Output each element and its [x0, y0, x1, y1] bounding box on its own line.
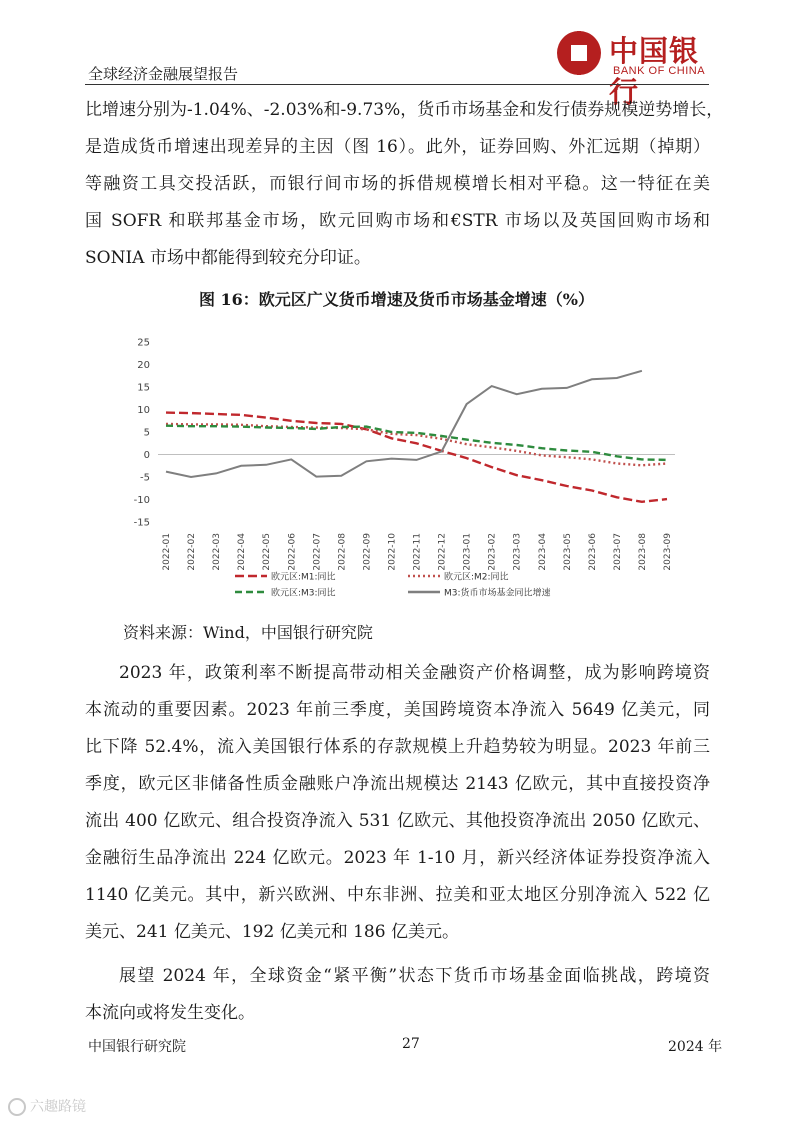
x-tick-label: 2023-07 [612, 533, 623, 571]
x-tick-label: 2022-12 [437, 533, 448, 571]
x-tick-label: 2023-02 [487, 533, 498, 571]
watermark-icon [8, 1098, 26, 1116]
paragraph-line: 本流动的重要因素。2023 年前三季度，美国跨境资本净流入 5649 亿美元，同 [85, 700, 710, 720]
paragraph-1 [85, 92, 724, 277]
x-tick-label: 2022-05 [262, 533, 273, 571]
paragraph-line: 季度，欧元区非储备性质金融账户净流出规模达 2143 亿欧元，其中直接投资净 [85, 774, 710, 794]
y-tick-label: 10 [137, 405, 150, 416]
paragraph-line: 国 SOFR 和联邦基金市场，欧元回购市场和€STR 市场以及英国回购市场和 [85, 211, 710, 231]
x-tick-label: 2022-06 [287, 533, 298, 571]
paragraph-line: 等融资工具交投活跃，而银行间市场的拆借规模增长相对平稳。这一特征在美 [85, 174, 710, 194]
legend-label: 欧元区:M3:同比 [271, 588, 336, 599]
x-tick-label: 2023-05 [562, 533, 573, 571]
watermark-text: 六趣路镜 [30, 1099, 86, 1115]
y-tick-label: 5 [143, 427, 150, 439]
x-tick-label: 2022-08 [337, 533, 348, 571]
y-tick-label: 15 [137, 382, 150, 394]
paragraph-line: 金融衍生品净流出 224 亿欧元。2023 年 1-10 月，新兴经济体证券投资净流入 [85, 848, 710, 868]
paragraph-2 [85, 655, 710, 951]
x-tick-label: 2022-10 [387, 533, 398, 571]
page-number: 27 [402, 1036, 420, 1052]
paragraph-line: 是造成货币增速出现差异的主因（图 16）。此外，证券回购、外汇远期（掉期） [85, 137, 710, 157]
header-divider [85, 84, 709, 85]
x-tick-label: 2023-06 [587, 533, 598, 571]
legend-label: 欧元区:M1:同比 [271, 572, 336, 583]
x-tick-label: 2023-03 [512, 533, 523, 571]
footer-institute: 中国银行研究院 [88, 1039, 186, 1055]
x-tick-label: 2023-08 [637, 533, 648, 571]
x-tick-label: 2022-04 [237, 533, 248, 571]
paragraph-line: 美元、241 亿美元、192 亿美元和 186 亿美元。 [85, 922, 459, 942]
paragraph-3 [85, 958, 710, 1032]
line-chart [130, 330, 690, 610]
footer-year: 2024 年 [668, 1039, 723, 1055]
report-title: 全球经济金融展望报告 [88, 65, 239, 83]
legend-label: M3:货币市场基金同比增速 [444, 588, 551, 599]
paragraph-line: 展望 2024 年，全球资金“紧平衡”状态下货币市场基金面临挑战，跨境资 [119, 966, 710, 986]
paragraph-line: 比增速分别为-1.04%、-2.03%和-9.73%，货币市场基金和发行债券规模逆势增长， [85, 100, 724, 120]
paragraph-line: 本流向或将发生变化。 [85, 1003, 255, 1023]
logo-cn-text: 中国银行 [609, 34, 700, 109]
x-tick-label: 2022-02 [187, 533, 198, 571]
x-tick-label: 2022-03 [212, 533, 223, 571]
paragraph-line: 2023 年，政策利率不断提高带动相关金融资产价格调整，成为影响跨境资 [119, 663, 710, 683]
logo-en-text: BANK OF CHINA [613, 65, 706, 77]
y-tick-label: -10 [133, 495, 150, 506]
x-tick-label: 2022-07 [312, 533, 323, 571]
watermark [8, 1096, 86, 1116]
y-tick-label: -5 [140, 472, 150, 484]
x-tick-label: 2022-01 [162, 533, 172, 571]
x-tick-label: 2022-09 [362, 533, 373, 571]
bank-logo [557, 29, 717, 109]
figure-title: 图 16：欧元区广义货币增速及货币市场基金增速（%） [198, 290, 595, 309]
y-tick-label: 20 [137, 360, 150, 371]
paragraph-line: 1140 亿美元。其中，新兴欧洲、中东非洲、拉美和亚太地区分别净流入 522 亿 [85, 885, 710, 905]
x-tick-label: 2022-11 [412, 533, 423, 571]
figure-source: 资料来源：Wind，中国银行研究院 [123, 623, 373, 642]
paragraph-line: 比下降 52.4%，流入美国银行体系的存款规模上升趋势较为明显。2023 年前三 [85, 737, 710, 757]
x-tick-label: 2023-01 [462, 533, 473, 571]
legend-label: 欧元区:M2:同比 [444, 572, 509, 583]
y-tick-label: 0 [143, 450, 150, 461]
x-tick-label: 2023-04 [537, 533, 548, 571]
y-tick-label: 25 [137, 337, 150, 349]
y-tick-label: -15 [133, 517, 150, 529]
paragraph-line: 流出 400 亿欧元、组合投资净流入 531 亿欧元、其他投资净流出 2050 亿欧元、 [85, 811, 710, 831]
paragraph-line: SONIA 市场中都能得到较充分印证。 [85, 248, 371, 268]
x-tick-label: 2023-09 [663, 533, 673, 571]
bank-logo-icon [557, 31, 601, 75]
